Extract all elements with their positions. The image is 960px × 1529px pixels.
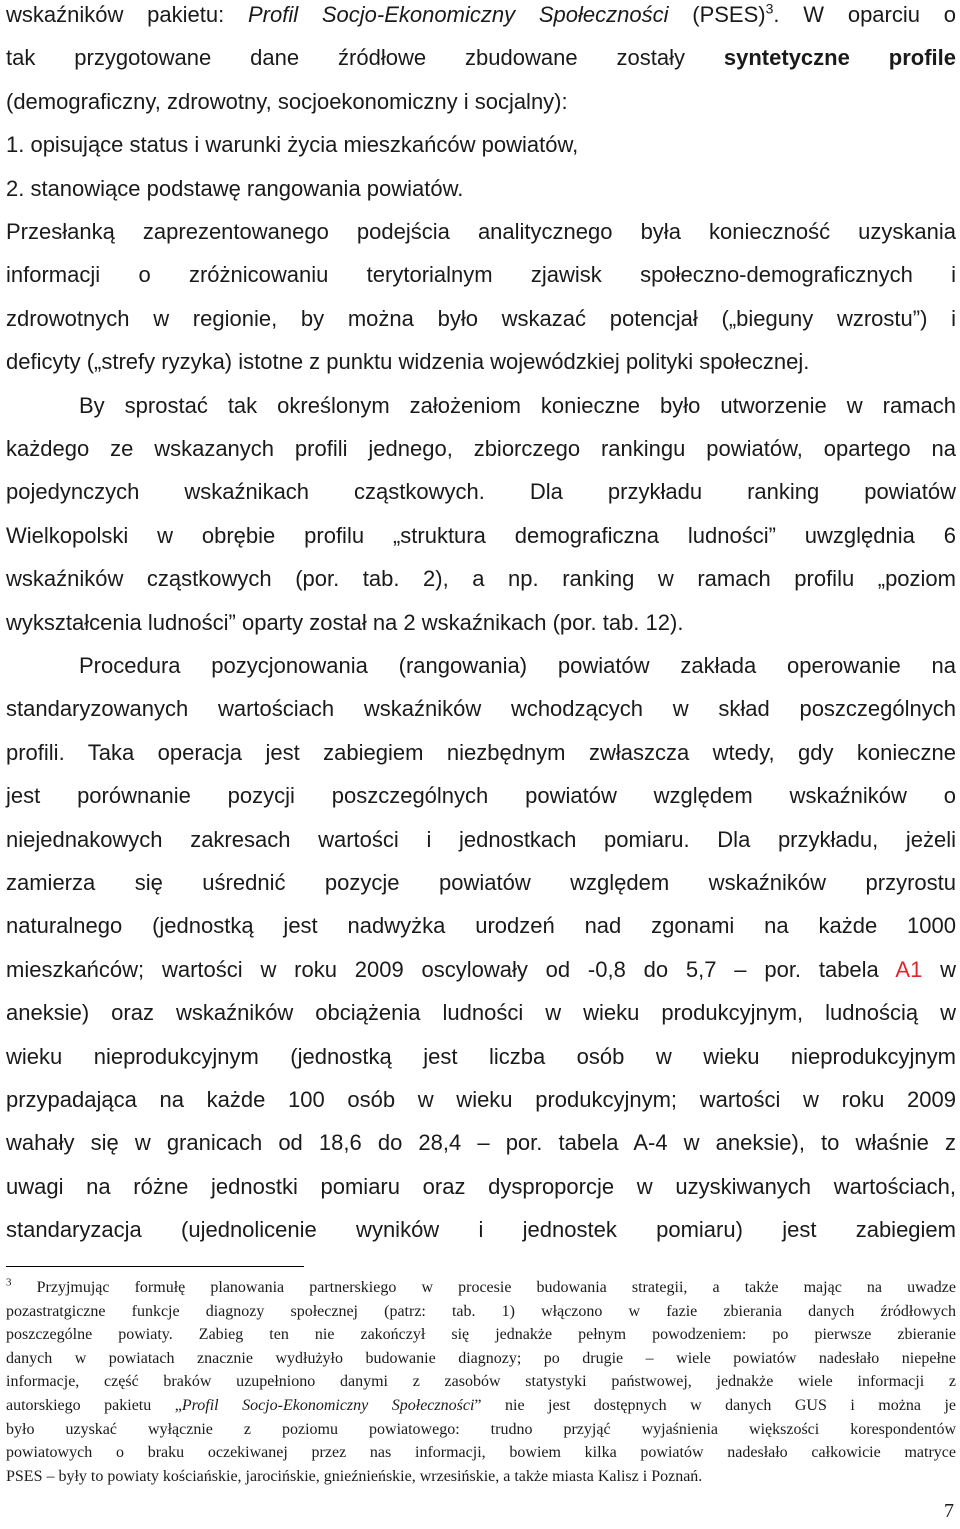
footnote-line (6, 1277, 956, 1299)
footnote-line: poszczególne powiaty. Zabieg ten nie zakończył się jednakże pełnym powodzeniem: po pierwsze zbieranie (6, 1326, 956, 1344)
text-line: uwagi na różne jednostki pomiaru oraz dysproporcje w uzyskiwanych wartościach, (6, 1173, 956, 1199)
footnote-line: pozastratgiczne funkcje diagnozy społecznej (patrz: tab. 1) włączono w fazie zbierania danych źródłowych (6, 1302, 956, 1320)
text-run: w (922, 956, 957, 982)
page-number: 7 (944, 1500, 954, 1522)
text-line: (demograficzny, zdrowotny, socjoekonomiczny i socjalny): (6, 88, 568, 114)
text-line: Przesłanką zaprezentowanego podejścia analitycznego była konieczność uzyskania (6, 219, 956, 244)
text-run: tak przygotowane dane źródłowe zbudowane zostały (6, 45, 724, 71)
footnote-line (6, 1395, 956, 1417)
text-line: Wielkopolski w obrębie profilu „struktura demograficzna ludności” uwzględnia 6 (6, 522, 956, 548)
text-line: niejednakowych zakresach wartości i jednostkach pomiaru. Dla przykładu, jeżeli (6, 826, 956, 852)
text-line: wykształcenia ludności” oparty został na 2 wskaźnikach (por. tab. 12). (6, 609, 684, 635)
text-line (6, 955, 956, 985)
footnote-line: informacje, część braków uzupełniono danymi z zasobów statystyki państwowej, jednakże wiele informacji z (6, 1373, 956, 1391)
text-line: wahały się w granicach od 18,6 do 28,4 – por. tabela A-4 w aneksie), to właśnie z (6, 1130, 956, 1156)
footnote-line: było uzyskać wyłącznie z poziomu powiatowego: trudno przyjąć wyjaśnienia większości korespondentów (6, 1420, 956, 1438)
text-line: profili. Taka operacja jest zabiegiem niezbędnym zwłaszcza wtedy, gdy konieczne (6, 739, 956, 765)
text-run: autorskiego pakietu „ (6, 1397, 182, 1414)
text-line: standaryzacja (ujednolicenie wyników i jednostek pomiaru) jest zabiegiem (6, 1217, 956, 1243)
text-line (6, 43, 956, 73)
italic-term: Profil Socjo-Ekonomiczny Społeczności (247, 2, 669, 27)
italic-term: Profil Socjo-Ekonomiczny Społeczności (181, 1397, 475, 1414)
text-run: Przyjmując formułę planowania partnerskiego w procesie budowania strategii, a także mając na uwadze (11, 1279, 956, 1296)
text-run: . W oparciu o (773, 2, 956, 27)
text-run: mieszkańców; wartości w roku 2009 oscylowały od -0,8 do 5,7 – por. tabela (6, 956, 896, 982)
text-run: (PSES) (668, 2, 766, 27)
table-reference-link[interactable]: A1 (895, 956, 923, 982)
text-line: przypadająca na każde 100 osób w wieku produkcyjnym; wartości w roku 2009 (6, 1087, 956, 1112)
footnote-ref[interactable]: 3 (765, 0, 774, 17)
text-line: zdrowotnych w regionie, by można było wskazać potencjał („bieguny wzrostu”) i (6, 305, 956, 331)
text-line: wieku nieprodukcyjnym (jednostką jest liczba osób w wieku nieprodukcyjnym (6, 1043, 956, 1069)
footnote-line: danych w powiatach znacznie wydłużyło budowanie diagnozy; po drugie – wiele powiatów nadesłało niepełne (6, 1349, 956, 1367)
text-line (6, 0, 956, 30)
text-line: pojedynczych wskaźnikach cząstkowych. Dla przykładu ranking powiatów (6, 479, 956, 505)
bold-term: syntetyczne profile (723, 45, 956, 71)
text-run: wskaźników pakietu: (6, 2, 248, 27)
text-line: By sprostać tak określonym założeniom konieczne było utworzenie w ramach (79, 392, 956, 418)
text-line: standaryzowanych wartościach wskaźników wchodzących w skład poszczególnych (6, 696, 956, 722)
text-line: deficyty („strefy ryzyka) istotne z punktu widzenia wojewódzkiej polityki społecznej. (6, 349, 810, 375)
text-line: 1. opisujące status i warunki życia mieszkańców powiatów, (6, 132, 579, 158)
text-line: zamierza się uśrednić pozycje powiatów względem wskaźników przyrostu (6, 870, 956, 895)
footnote-separator (6, 1266, 304, 1267)
text-line: Procedura pozycjonowania (rangowania) powiatów zakłada operowanie na (79, 653, 956, 678)
text-line: wskaźników cząstkowych (por. tab. 2), a np. ranking w ramach profilu „poziom (6, 566, 956, 592)
text-line: naturalnego (jednostką jest nadwyżka urodzeń nad zgonami na każde 1000 (6, 913, 956, 939)
text-line: 2. stanowiące podstawę rangowania powiatów. (6, 175, 464, 201)
footnote-line: powiatowych o braku oczekiwanej przez nas informacji, bowiem kilka powiatów nadesłało całkowicie matryce (6, 1444, 956, 1462)
text-line: każdego ze wskazanych profili jednego, zbiorczego rankingu powiatów, opartego na (6, 436, 956, 461)
footnote-marker: 3 (6, 1276, 12, 1289)
text-line: aneksie) oraz wskaźników obciążenia ludności w wieku produkcyjnym, ludnością w (6, 1000, 956, 1026)
footnote-line: PSES – były to powiaty kościańskie, jarocińskie, gnieźnieńskie, wrzesińskie, a także miasta Kalisz i Poznań. (6, 1467, 703, 1485)
text-line: jest porównanie pozycji poszczególnych powiatów względem wskaźników o (6, 783, 956, 809)
text-line: informacji o zróżnicowaniu terytorialnym zjawisk społeczno-demograficznych i (6, 262, 956, 288)
text-run: ” nie jest dostępnych w danych GUS i można je (474, 1397, 957, 1414)
